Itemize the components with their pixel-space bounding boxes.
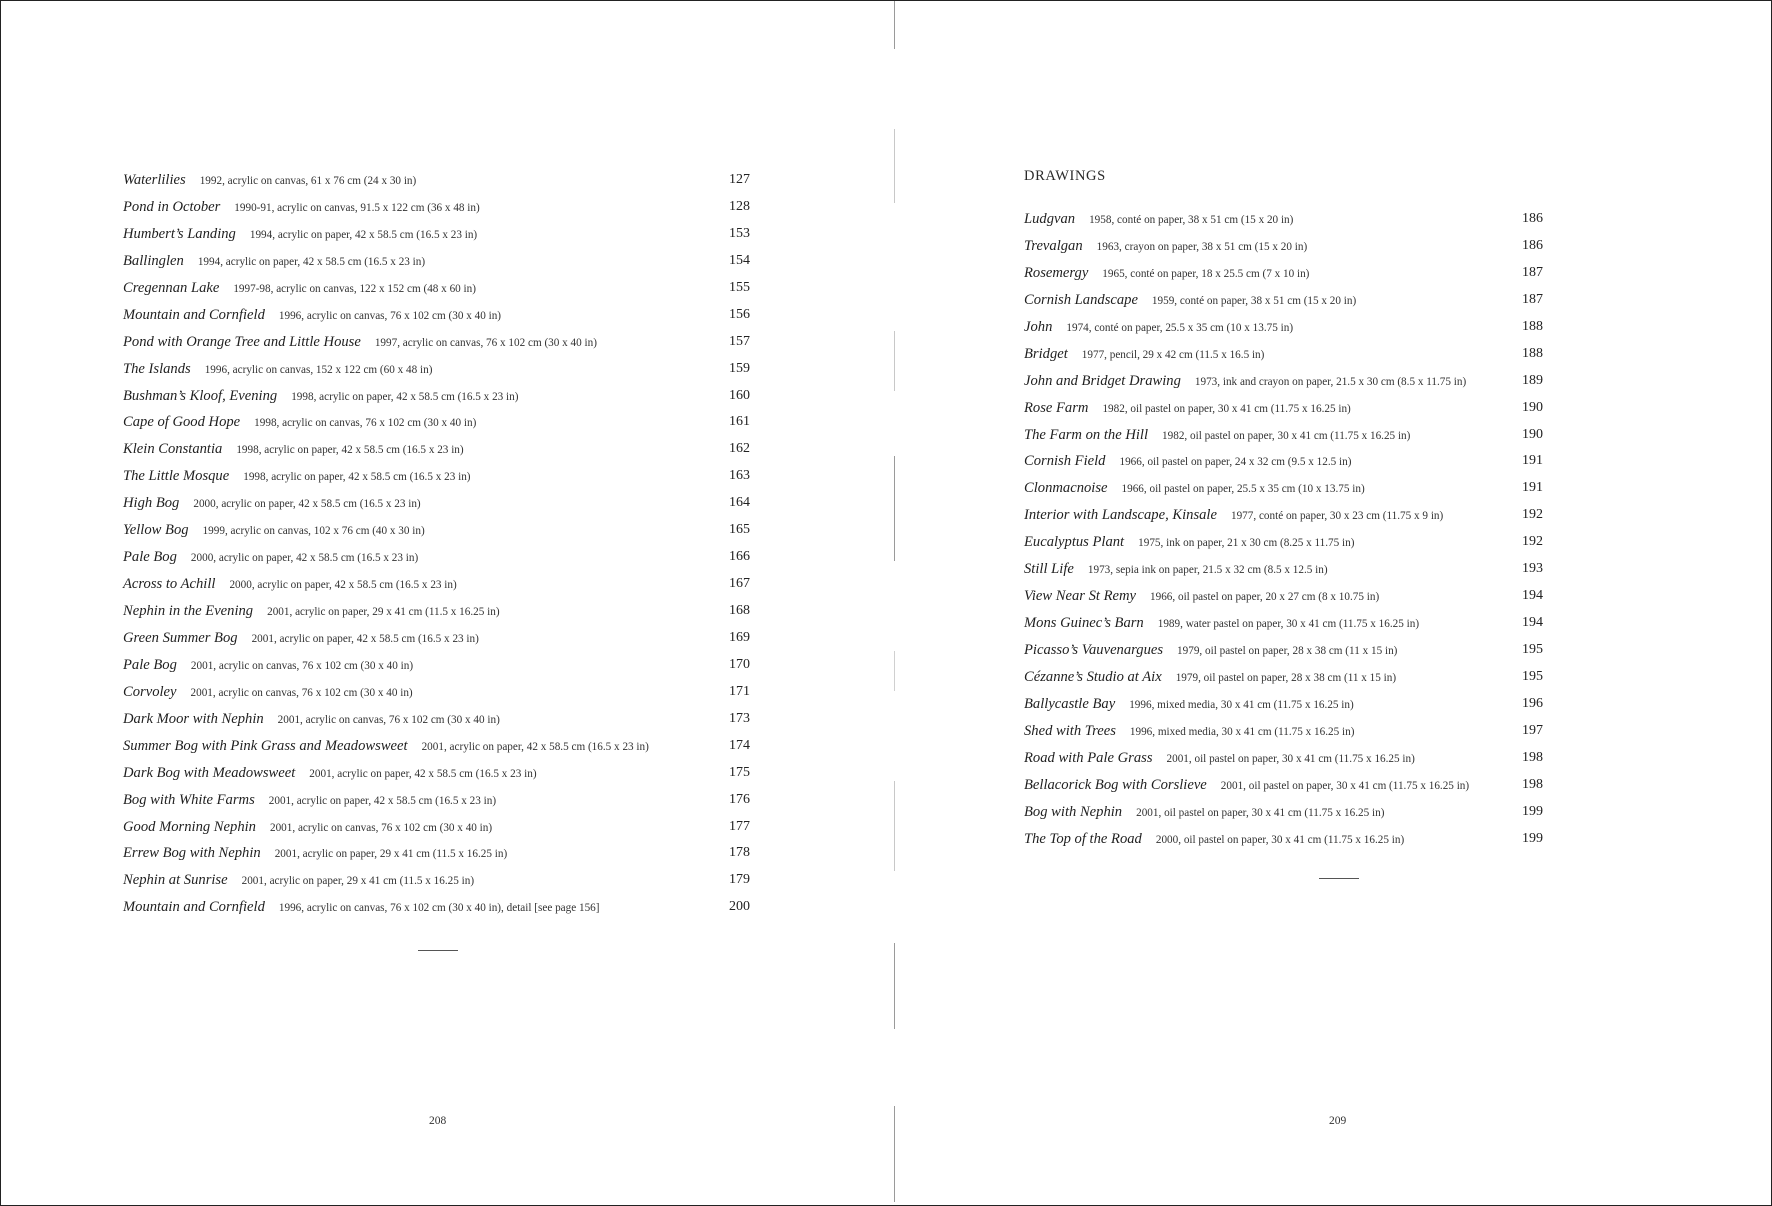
list-item — [1024, 287, 1543, 314]
artwork-details: 1974, conté on paper, 25.5 x 35 cm (10 x 13.75 in) — [1066, 321, 1294, 334]
plate-page-number: 191 — [1522, 453, 1543, 469]
artwork-details: 2001, acrylic on paper, 29 x 41 cm (11.5 x 16.25 in) — [274, 848, 508, 861]
list-item — [1024, 233, 1543, 260]
plate-page-number: 168 — [729, 603, 750, 618]
list-item — [123, 814, 750, 841]
artwork-title: Picasso’s Vauvenargues — [1024, 642, 1164, 658]
artwork-details: 2001, acrylic on canvas, 76 x 102 cm (30 x 40 in) — [269, 821, 493, 834]
artwork-details: 1966, oil pastel on paper, 20 x 27 cm (8 x 10.75 in) — [1150, 591, 1380, 604]
list-item — [123, 248, 750, 275]
list-item — [123, 894, 750, 921]
artwork-details: 1996, acrylic on canvas, 152 x 122 cm (60 x 48 in) — [204, 363, 433, 376]
list-item — [123, 517, 750, 544]
artwork-title: Trevalgan — [1024, 237, 1083, 254]
plate-page-number: 195 — [1522, 668, 1543, 684]
plate-page-number: 154 — [729, 252, 750, 268]
artwork-title: Ballinglen — [123, 252, 184, 269]
plate-page-number: 186 — [1522, 237, 1543, 253]
plate-page-number: 193 — [1522, 561, 1543, 577]
plate-page-number: 159 — [729, 360, 750, 376]
artwork-title: Ballycastle Bay — [1024, 695, 1116, 712]
artwork-title: Mountain and Cornfield — [123, 899, 265, 916]
plate-page-number: 179 — [729, 872, 750, 888]
list-item — [1024, 448, 1543, 475]
plate-page-number: 177 — [729, 818, 750, 834]
list-item — [123, 652, 750, 679]
plate-page-number: 187 — [1522, 291, 1543, 307]
artwork-title: The Farm on the Hill — [1024, 426, 1149, 443]
left-page — [1, 1, 894, 1205]
artwork-title: Summer Bog with Pink Grass and Meadowsweet — [123, 737, 408, 754]
artwork-title: Corvoley — [123, 683, 177, 700]
artwork-details: 1965, conté on paper, 18 x 25.5 cm (7 x 10 in) — [1102, 267, 1310, 280]
artwork-details: 1989, water pastel on paper, 30 x 41 cm (11.75 x 16.25 in) — [1157, 618, 1420, 631]
list-item — [1024, 637, 1543, 664]
artwork-details: 1966, oil pastel on paper, 24 x 32 cm (9.5 x 12.5 in) — [1119, 456, 1352, 469]
list-item — [1024, 529, 1543, 556]
list-item — [123, 598, 750, 625]
artwork-title: Nephin at Sunrise — [123, 872, 228, 889]
artwork-title: Cézanne’s Studio at Aix — [1024, 668, 1162, 685]
list-item — [123, 760, 750, 787]
artwork-details: 2001, acrylic on paper, 42 x 58.5 cm (16.5 x 23 in) — [421, 740, 649, 753]
plate-page-number: 153 — [729, 225, 750, 241]
artwork-title: Bellacorick Bog with Corslieve — [1024, 776, 1207, 793]
artwork-title: View Near St Remy — [1024, 588, 1136, 605]
artwork-details: 1997-98, acrylic on canvas, 122 x 152 cm (48 x 60 in) — [233, 282, 476, 295]
artwork-details: 2001, acrylic on paper, 29 x 41 cm (11.5 x 16.25 in) — [267, 606, 500, 618]
list-item — [1024, 260, 1543, 287]
artwork-title: The Top of the Road — [1024, 830, 1142, 847]
section-heading: DRAWINGS — [1024, 168, 1106, 184]
artwork-details: 1996, acrylic on canvas, 76 x 102 cm (30 x 40 in), detail [see page 156] — [278, 902, 600, 915]
artwork-details: 2001, acrylic on paper, 42 x 58.5 cm (16.5 x 23 in) — [251, 632, 479, 645]
list-item — [1024, 206, 1543, 233]
artwork-details: 1975, ink on paper, 21 x 30 cm (8.25 x 11.75 in) — [1138, 537, 1355, 550]
list-item — [1024, 799, 1543, 826]
page-number-left: 208 — [429, 1115, 447, 1127]
plate-page-number: 192 — [1522, 507, 1543, 523]
list-item — [1024, 341, 1543, 368]
artwork-title: Cape of Good Hope — [123, 414, 241, 431]
artwork-title: John — [1024, 318, 1053, 335]
artwork-details: 2001, acrylic on canvas, 76 x 102 cm (30 x 40 in) — [277, 713, 500, 726]
plate-page-number: 190 — [1522, 399, 1543, 415]
plate-page-number: 156 — [729, 306, 750, 322]
artwork-title: Bridget — [1024, 345, 1068, 362]
list-item — [1024, 691, 1543, 718]
plate-page-number: 194 — [1522, 588, 1543, 604]
artwork-title: Klein Constantia — [123, 441, 223, 458]
artwork-details: 1973, sepia ink on paper, 21.5 x 32 cm (8.5 x 12.5 in) — [1087, 564, 1328, 577]
list-item — [123, 625, 750, 652]
plate-page-number: 157 — [729, 333, 750, 349]
plate-page-number: 198 — [1522, 749, 1543, 765]
artwork-title: Waterlilies — [123, 172, 186, 188]
plate-page-number: 195 — [1522, 642, 1543, 657]
artwork-title: Pale Bog — [123, 549, 177, 566]
list-item — [1024, 314, 1543, 341]
plate-page-number: 198 — [1522, 776, 1543, 792]
artwork-details: 1977, conté on paper, 30 x 23 cm (11.75 x 9 in) — [1230, 510, 1444, 523]
artwork-title: Eucalyptus Plant — [1024, 534, 1125, 551]
list-item — [1024, 556, 1543, 583]
artwork-details: 1997, acrylic on canvas, 76 x 102 cm (30 x 40 in) — [374, 336, 597, 349]
artwork-details: 1998, acrylic on paper, 42 x 58.5 cm (16.5 x 23 in) — [236, 444, 464, 457]
list-item — [123, 329, 750, 356]
plate-page-number: 169 — [729, 629, 750, 645]
artwork-details: 1992, acrylic on canvas, 61 x 76 cm (24 x 30 in) — [199, 175, 417, 187]
plate-page-number: 164 — [729, 495, 750, 511]
artwork-details: 2001, acrylic on paper, 29 x 41 cm (11.5 x 16.25 in) — [241, 875, 475, 888]
list-item — [123, 840, 750, 867]
artwork-details: 1959, conté on paper, 38 x 51 cm (15 x 20 in) — [1151, 294, 1357, 307]
list-item — [123, 409, 750, 436]
artwork-details: 2001, acrylic on paper, 42 x 58.5 cm (16.5 x 23 in) — [309, 767, 537, 780]
artwork-details: 1979, oil pastel on paper, 28 x 38 cm (11 x 15 in) — [1175, 671, 1397, 684]
artwork-details: 1990-91, acrylic on canvas, 91.5 x 122 cm (36 x 48 in) — [234, 201, 480, 214]
artwork-title: Cornish Landscape — [1024, 291, 1138, 308]
artwork-details: 1998, acrylic on canvas, 76 x 102 cm (30 x 40 in) — [254, 417, 477, 430]
artwork-title: High Bog — [123, 495, 180, 512]
artwork-details: 1998, acrylic on paper, 42 x 58.5 cm (16.5 x 23 in) — [243, 471, 471, 484]
list-item — [123, 302, 750, 329]
plate-page-number: 186 — [1522, 211, 1543, 226]
artwork-details: 2001, oil pastel on paper, 30 x 41 cm (11.75 x 16.25 in) — [1166, 752, 1415, 765]
list-item — [123, 733, 750, 760]
list-item — [123, 221, 750, 248]
artwork-details: 1996, mixed media, 30 x 41 cm (11.75 x 16.25 in) — [1129, 698, 1354, 711]
list-item — [1024, 718, 1543, 745]
artwork-details: 2000, acrylic on paper, 42 x 58.5 cm (16.5 x 23 in) — [190, 552, 419, 565]
artwork-details: 1982, oil pastel on paper, 30 x 41 cm (11.75 x 16.25 in) — [1102, 402, 1351, 415]
list-item — [1024, 772, 1543, 799]
artwork-title: Nephin in the Evening — [123, 603, 254, 619]
artwork-title: Green Summer Bog — [123, 629, 238, 646]
list-item — [123, 490, 750, 517]
list-item — [1024, 395, 1543, 422]
plate-page-number: 127 — [729, 172, 750, 187]
list-item — [123, 275, 750, 302]
list-item — [123, 787, 750, 814]
plate-page-number: 194 — [1522, 615, 1543, 631]
artwork-title: Rosemergy — [1024, 264, 1089, 281]
artwork-details: 1998, acrylic on paper, 42 x 58.5 cm (16.5 x 23 in) — [291, 390, 519, 403]
artwork-title: Road with Pale Grass — [1024, 749, 1153, 766]
artwork-title: Good Morning Nephin — [123, 818, 256, 835]
artwork-title: Bog with White Farms — [123, 791, 255, 808]
list-item — [123, 463, 750, 490]
plate-page-number: 128 — [729, 198, 750, 214]
plate-page-number: 173 — [729, 710, 750, 726]
artwork-title: Humbert’s Landing — [123, 225, 236, 242]
plate-page-number: 155 — [729, 279, 750, 295]
artwork-title: Ludgvan — [1024, 211, 1076, 227]
list-item — [123, 571, 750, 598]
artwork-details: 2001, oil pastel on paper, 30 x 41 cm (11.75 x 16.25 in) — [1220, 779, 1470, 792]
list-item — [1024, 583, 1543, 610]
list-item — [123, 167, 750, 194]
plate-page-number: 187 — [1522, 264, 1543, 280]
artwork-title: Mountain and Cornfield — [123, 306, 265, 323]
list-item — [1024, 610, 1543, 637]
artwork-details: 1977, pencil, 29 x 42 cm (11.5 x 16.5 in) — [1081, 348, 1265, 361]
list-item — [123, 867, 750, 894]
list-item — [1024, 745, 1543, 772]
artwork-details: 1963, crayon on paper, 38 x 51 cm (15 x 20 in) — [1096, 240, 1308, 253]
list-item — [1024, 422, 1543, 449]
list-item — [123, 356, 750, 383]
end-rule — [418, 950, 458, 951]
artwork-details: 2001, acrylic on paper, 42 x 58.5 cm (16.5 x 23 in) — [268, 794, 497, 807]
artwork-details: 1958, conté on paper, 38 x 51 cm (15 x 20 in) — [1089, 214, 1294, 226]
artwork-details: 2000, oil pastel on paper, 30 x 41 cm (11.75 x 16.25 in) — [1155, 833, 1405, 846]
artwork-title: The Islands — [123, 360, 191, 377]
plate-page-number: 171 — [729, 683, 750, 699]
artwork-title: Pond with Orange Tree and Little House — [123, 333, 361, 350]
artwork-title: Bushman’s Kloof, Evening — [123, 387, 278, 404]
artwork-title: Bog with Nephin — [1024, 803, 1123, 820]
artwork-title: Dark Moor with Nephin — [123, 710, 264, 727]
artwork-details: 1982, oil pastel on paper, 30 x 41 cm (11.75 x 16.25 in) — [1162, 429, 1411, 442]
artwork-details: 1979, oil pastel on paper, 28 x 38 cm (11 x 15 in) — [1177, 645, 1398, 657]
list-item — [123, 436, 750, 463]
paintings-list — [123, 167, 750, 921]
artwork-title: Rose Farm — [1024, 399, 1089, 416]
plate-page-number: 176 — [729, 791, 750, 807]
plate-page-number: 199 — [1522, 803, 1543, 819]
plate-page-number: 160 — [729, 387, 750, 403]
plate-page-number: 196 — [1522, 695, 1543, 711]
plate-page-number: 188 — [1522, 345, 1543, 361]
list-item — [123, 679, 750, 706]
plate-page-number: 161 — [729, 414, 750, 430]
plate-page-number: 178 — [729, 845, 750, 861]
list-item — [1024, 475, 1543, 502]
plate-page-number: 188 — [1522, 318, 1543, 334]
plate-page-number: 190 — [1522, 426, 1543, 442]
plate-page-number: 200 — [729, 899, 750, 915]
artwork-title: John and Bridget Drawing — [1024, 372, 1181, 389]
plate-page-number: 162 — [729, 441, 750, 457]
plate-page-number: 174 — [729, 737, 750, 753]
artwork-details: 1999, acrylic on canvas, 102 x 76 cm (40 x 30 in) — [202, 525, 425, 538]
list-item — [123, 544, 750, 571]
plate-page-number: 170 — [729, 656, 750, 672]
right-page — [894, 1, 1771, 1205]
list-item — [1024, 826, 1543, 853]
list-item — [1024, 664, 1543, 691]
artwork-details: 1966, oil pastel on paper, 25.5 x 35 cm (10 x 13.75 in) — [1121, 483, 1365, 496]
artwork-details: 1996, acrylic on canvas, 76 x 102 cm (30 x 40 in) — [278, 309, 502, 322]
end-rule — [1319, 878, 1359, 879]
artwork-title: Dark Bog with Meadowsweet — [123, 764, 296, 781]
plate-page-number: 165 — [729, 522, 750, 538]
artwork-title: Still Life — [1024, 561, 1074, 578]
artwork-title: Clonmacnoise — [1024, 480, 1108, 497]
artwork-details: 2001, oil pastel on paper, 30 x 41 cm (11.75 x 16.25 in) — [1136, 806, 1385, 819]
artwork-details: 1994, acrylic on paper, 42 x 58.5 cm (16.5 x 23 in) — [249, 228, 478, 241]
artwork-details: 1973, ink and crayon on paper, 21.5 x 30 cm (8.5 x 11.75 in) — [1194, 375, 1467, 388]
artwork-details: 2001, acrylic on canvas, 76 x 102 cm (30 x 40 in) — [190, 659, 414, 672]
artwork-title: Pond in October — [123, 198, 221, 215]
artwork-title: Yellow Bog — [123, 522, 189, 539]
list-item — [123, 383, 750, 410]
artwork-title: The Little Mosque — [123, 468, 230, 485]
plate-page-number: 199 — [1522, 830, 1543, 846]
list-item — [1024, 368, 1543, 395]
artwork-title: Mons Guinec’s Barn — [1024, 615, 1144, 632]
artwork-title: Pale Bog — [123, 656, 177, 673]
artwork-title: Interior with Landscape, Kinsale — [1024, 507, 1217, 524]
list-item — [1024, 502, 1543, 529]
artwork-title: Cornish Field — [1024, 453, 1106, 470]
plate-page-number: 175 — [729, 764, 750, 780]
artwork-title: Cregennan Lake — [123, 279, 220, 296]
plate-page-number: 192 — [1522, 534, 1543, 550]
artwork-title: Errew Bog with Nephin — [123, 845, 261, 862]
artwork-title: Shed with Trees — [1024, 722, 1116, 739]
list-item — [123, 194, 750, 221]
artwork-title: Across to Achill — [123, 576, 216, 593]
drawings-list — [1024, 206, 1543, 853]
artwork-details: 1996, mixed media, 30 x 41 cm (11.75 x 16.25 in) — [1129, 725, 1355, 738]
artwork-details: 2000, acrylic on paper, 42 x 58.5 cm (16.5 x 23 in) — [229, 579, 457, 592]
list-item — [123, 706, 750, 733]
artwork-details: 2001, acrylic on canvas, 76 x 102 cm (30 x 40 in) — [190, 686, 413, 699]
plate-page-number: 167 — [729, 576, 750, 592]
plate-page-number: 166 — [729, 549, 750, 565]
plate-page-number: 197 — [1522, 722, 1543, 738]
plate-page-number: 191 — [1522, 480, 1543, 496]
page-number-right: 209 — [1329, 1115, 1347, 1127]
plate-page-number: 163 — [729, 468, 750, 484]
plate-page-number: 189 — [1522, 372, 1543, 388]
artwork-details: 1994, acrylic on paper, 42 x 58.5 cm (16.5 x 23 in) — [197, 255, 426, 268]
artwork-details: 2000, acrylic on paper, 42 x 58.5 cm (16.5 x 23 in) — [193, 498, 421, 511]
